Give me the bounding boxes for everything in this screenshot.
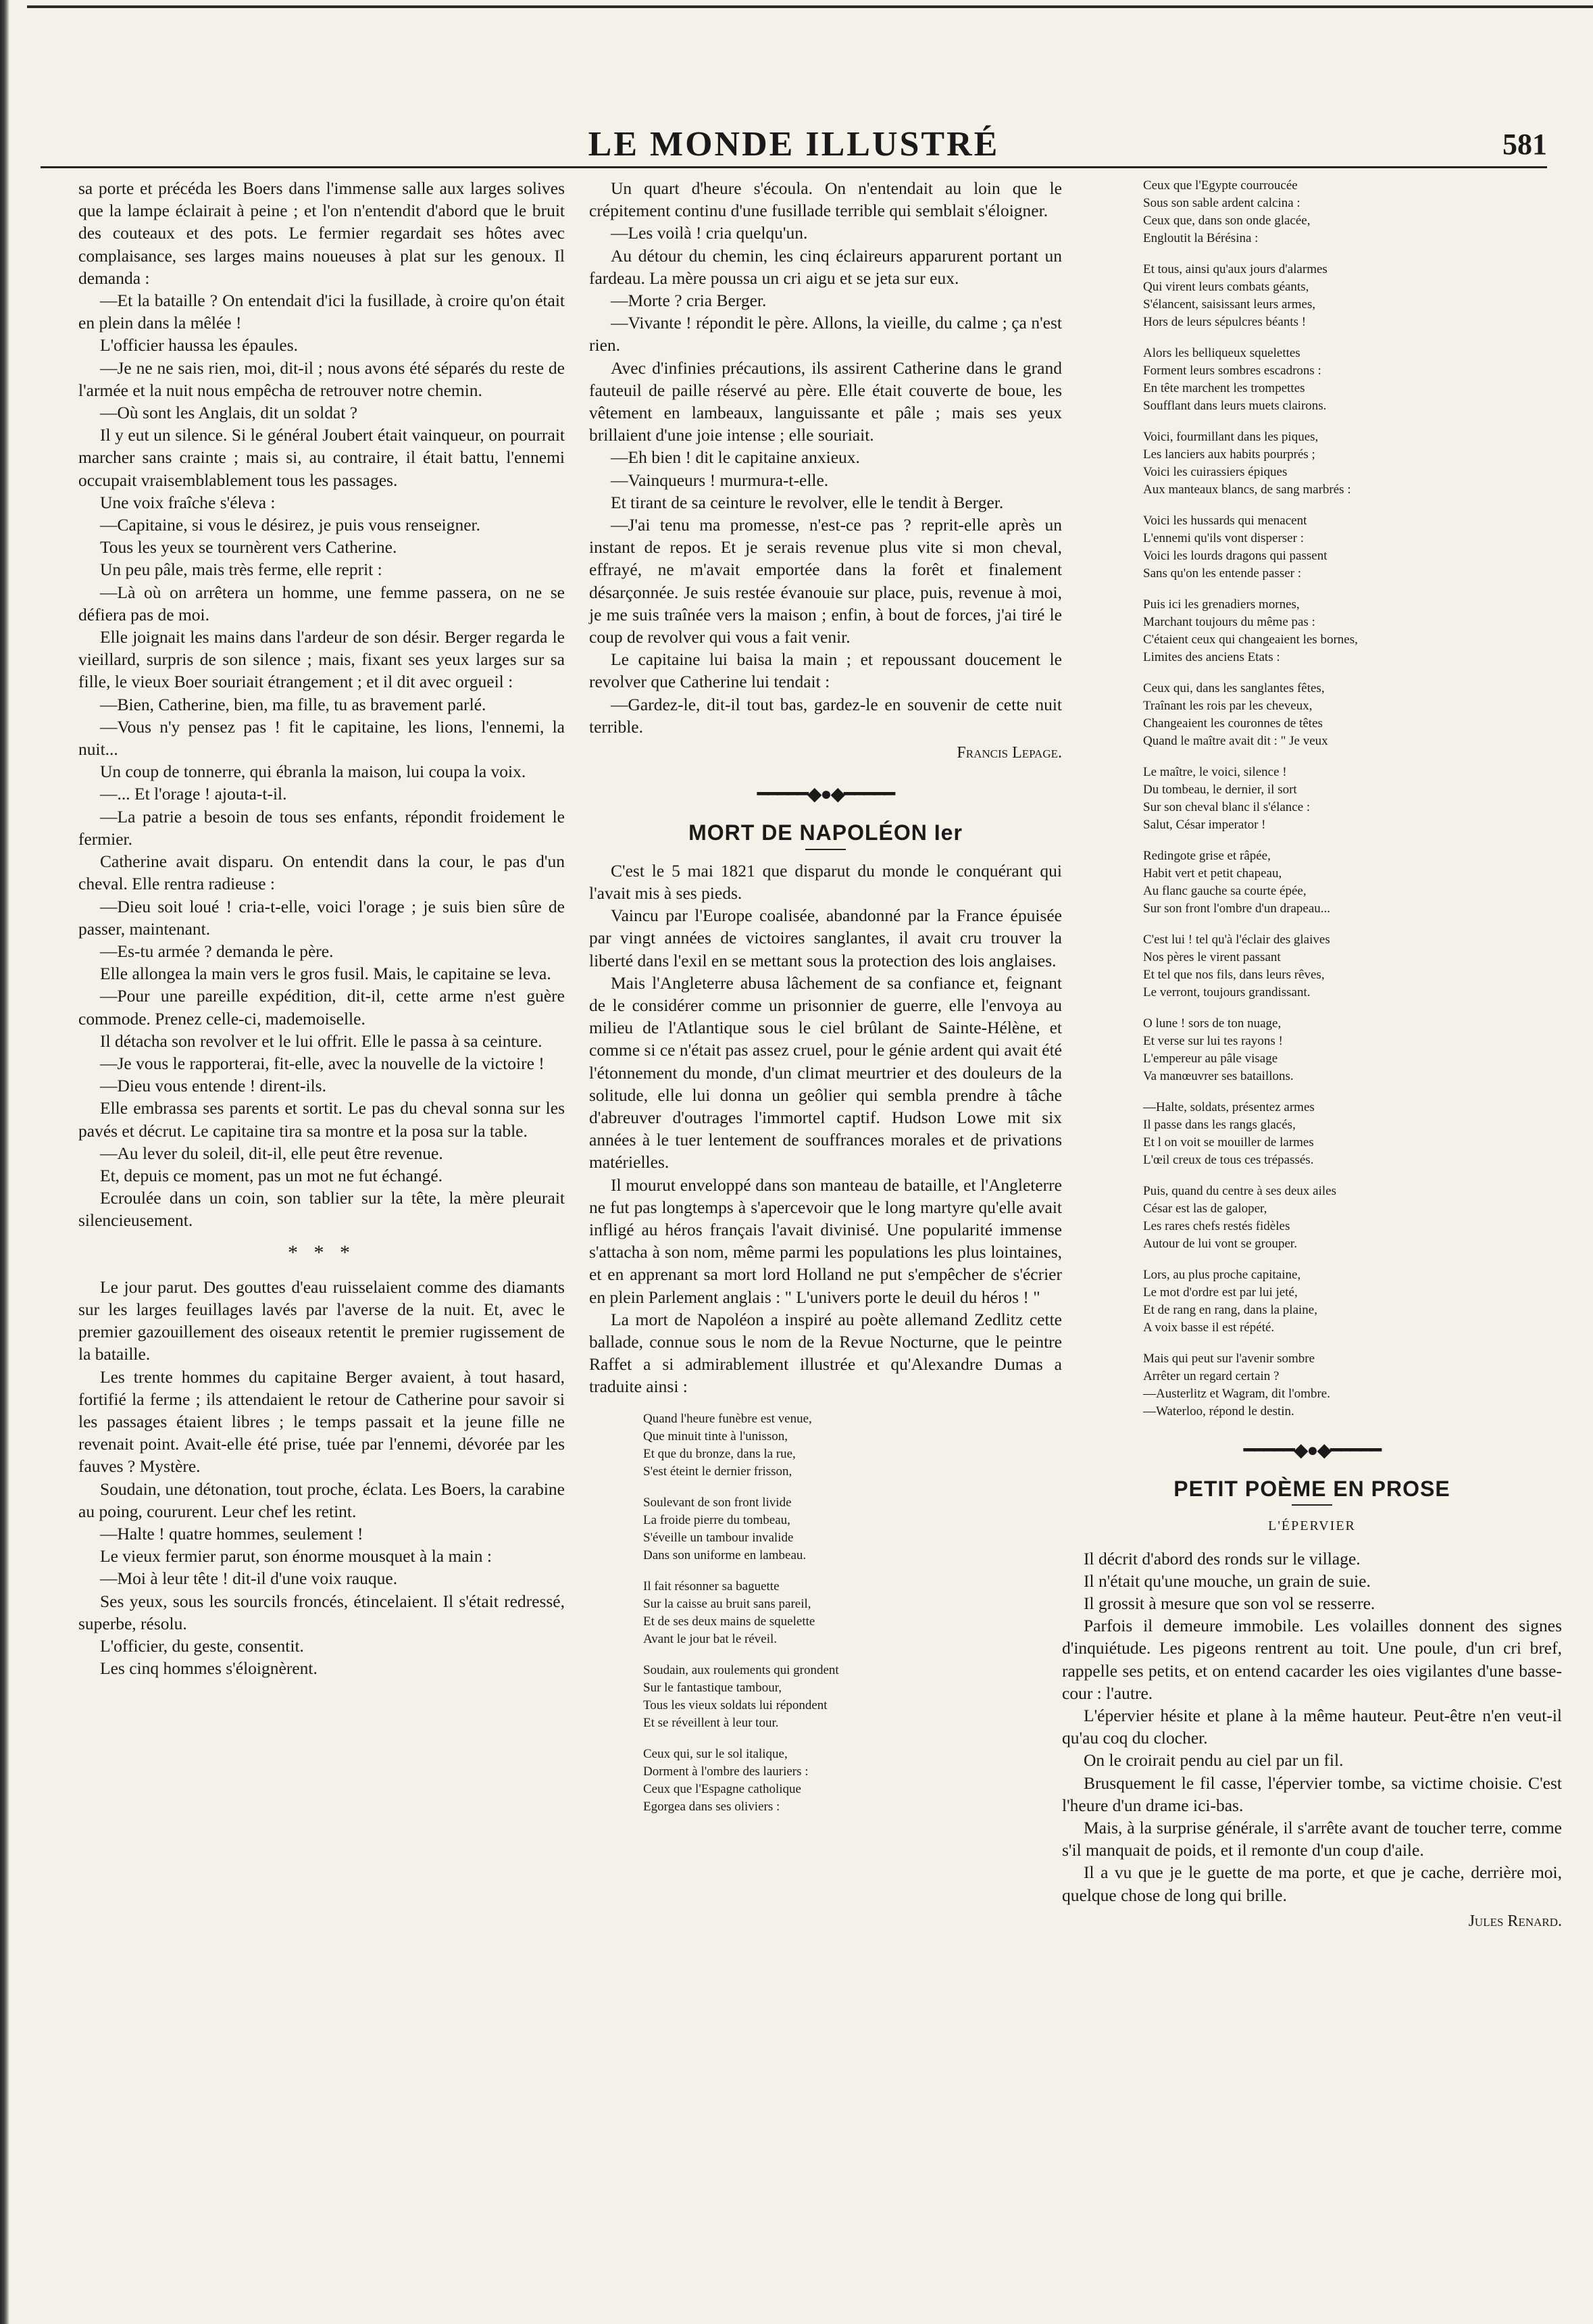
stanza — [1143, 1183, 1562, 1253]
paragraph: Le capitaine lui baisa la main ; et repoussant doucement le revolver que Catherine lui tendait : — [589, 649, 1062, 692]
paragraph: —Moi à leur tête ! dit-il d'une voix rauque. — [100, 1568, 398, 1589]
paragraph: Catherine avait disparu. On entendit dans la cour, le pas d'un cheval. Elle rentra radieuse : — [78, 851, 565, 894]
verse-line: Du tombeau, le dernier, il sort — [1143, 783, 1297, 797]
paragraph: Elle embrassa ses parents et sortit. Le pas du cheval sonna sur les pavés et décrut. Le capitaine tira sa montre et la posa sur la table. — [78, 1098, 565, 1141]
stanza — [643, 1578, 1062, 1648]
prose-poem — [1062, 1548, 1562, 1906]
verse-line: Engloutit la Bérésina : — [1143, 231, 1259, 245]
binding-spine — [0, 0, 9, 2324]
verse-line: Marchant toujours du même pas : — [1143, 615, 1315, 629]
paragraph: Le vieux fermier parut, son énorme mousquet à la main : — [100, 1546, 492, 1566]
paragraph: Il décrit d'abord des ronds sur le village. — [1084, 1548, 1361, 1568]
author-signature: Jules Renard. — [1468, 1912, 1562, 1930]
masthead: LE MONDE ILLUSTRÉ — [588, 125, 1000, 164]
stanza — [643, 1662, 1062, 1732]
verse-line: Sur son front l'ombre d'un drapeau... — [1143, 901, 1331, 916]
stanza — [1143, 596, 1562, 666]
page-header — [41, 120, 1547, 168]
stanza — [1143, 1350, 1562, 1420]
stanza — [1143, 847, 1562, 918]
paragraph: —Vainqueurs ! murmura-t-elle. — [611, 470, 829, 490]
paragraph: —Dieu vous entende ! dirent-ils. — [100, 1076, 326, 1096]
verse-line: Le maître, le voici, silence ! — [1143, 765, 1287, 779]
verse-line: Alors les belliqueux squelettes — [1143, 346, 1300, 360]
verse-line: Sur la caisse au bruit sans pareil, — [643, 1596, 811, 1611]
paragraph: —La patrie a besoin de tous ses enfants, répondit froidement le fermier. — [78, 806, 565, 849]
poem-subtitle: L'ÉPERVIER — [1268, 1518, 1356, 1534]
verse-line: César est las de galoper, — [1143, 1202, 1267, 1216]
verse-line: Limites des anciens Etats : — [1143, 650, 1280, 664]
stanza — [643, 1410, 1062, 1481]
verse-line: C'est lui ! tel qu'à l'éclair des glaives — [1143, 933, 1330, 947]
paragraph: Un peu pâle, mais très ferme, elle reprit : — [100, 560, 382, 580]
paragraph: —Morte ? cria Berger. — [611, 291, 767, 311]
paragraph: Elle joignait les mains dans l'ardeur de son désir. Berger regarda le vieillard, surpris de son silence ; mais, fixant ses yeux larges sur sa fille, le vieux Boer souriait étrangement ; et il dit avec orgueil : — [78, 627, 565, 692]
paragraph: —Pour une pareille expédition, dit-il, cette arme n'est guère commode. Prenez celle-ci, mademoiselle. — [78, 986, 565, 1029]
verse-line: Et que du bronze, dans la rue, — [643, 1446, 796, 1461]
stanza — [643, 1494, 1062, 1564]
verse-line: Ceux qui, sur le sol italique, — [643, 1746, 788, 1761]
stanza — [1143, 1099, 1562, 1169]
paragraph: Et, depuis ce moment, pas un mot ne fut échangé. — [100, 1165, 443, 1185]
paragraph: —Vivante ! répondit le père. Allons, la vieille, du calme ; ça n'est rien. — [589, 313, 1062, 355]
story-continued-part2 — [78, 1276, 565, 1680]
verse-line: Quand le maître avait dit : " Je veux — [1143, 734, 1328, 748]
ballad-verse — [643, 1410, 1062, 1816]
paragraph: —Les voilà ! cria quelqu'un. — [611, 223, 808, 243]
verse-line: Egorgea dans ses oliviers : — [643, 1799, 780, 1814]
paragraph: Il grossit à mesure que son vol se resserre. — [1084, 1593, 1375, 1614]
verse-line: Et se réveillent à leur tour. — [643, 1715, 779, 1730]
page-number: 581 — [1502, 128, 1547, 161]
verse-line: Puis ici les grenadiers mornes, — [1143, 597, 1300, 612]
column-2 — [589, 177, 1062, 1829]
verse-line: Quand l'heure funèbre est venue, — [643, 1411, 812, 1426]
stanza — [1143, 345, 1562, 415]
verse-line: Soudain, aux roulements qui grondent — [643, 1662, 839, 1677]
verse-line: A voix basse il est répété. — [1143, 1320, 1275, 1335]
verse-line: S'éveille un tambour invalide — [643, 1530, 794, 1545]
verse-line: Avant le jour bat le réveil. — [643, 1631, 778, 1646]
column-1 — [78, 177, 565, 1679]
paragraph: —Vous n'y pensez pas ! fit le capitaine, les lions, l'ennemi, la nuit... — [78, 716, 565, 760]
verse-line: Et tel que nos fils, dans leurs rêves, — [1143, 968, 1325, 982]
verse-line: Soufflant dans leurs muets clairons. — [1143, 399, 1327, 413]
paragraph: —Es-tu armée ? demanda le père. — [100, 941, 334, 961]
verse-line: Forment leurs sombres escadrons : — [1143, 364, 1321, 378]
verse-line: L'ennemi qu'ils vont disperser : — [1143, 531, 1304, 545]
paragraph: Vaincu par l'Europe coalisée, abandonné par la France épuisée par vingt années de victoires sanglantes, il avait cru trouver la liberté dans l'exil en se mettant sous la protection des lois anglaises. — [589, 906, 1062, 970]
verse-line: C'étaient ceux qui changeaient les bornes, — [1143, 633, 1358, 647]
paragraph: —Où sont les Anglais, dit un soldat ? — [100, 403, 358, 423]
paragraph: sa porte et précéda les Boers dans l'immense salle aux larges solives que la lampe éclairait à peine ; et l'on n'entendit d'abord que le bruit des couteaux et des pots. Le fermier regardait ses hôtes avec complaisance, ses larges mains noueuses à plat sur les genoux. Il demanda : — [78, 178, 565, 288]
verse-line: Les rares chefs restés fidèles — [1143, 1219, 1290, 1233]
paragraph: —Capitaine, si vous le désirez, je puis vous renseigner. — [100, 515, 481, 535]
verse-line: Soulevant de son front livide — [643, 1495, 792, 1510]
verse-line: Lors, au plus proche capitaine, — [1143, 1268, 1301, 1282]
verse-line: Puis, quand du centre à ses deux ailes — [1143, 1184, 1336, 1198]
verse-line: Ceux que l'Espagne catholique — [643, 1781, 801, 1796]
paragraph: —Gardez-le, dit-il tout bas, gardez-le en souvenir de cette nuit terrible. — [589, 694, 1062, 737]
verse-line: Et de rang en rang, dans la plaine, — [1143, 1303, 1317, 1317]
paragraph: Mais l'Angleterre abusa lâchement de sa confiance et, feignant de le considérer comme un prisonnier de guerre, elle l'envoya au milieu de l'Atlantique sous le ciel brûlant de Sainte-Hélène, et comme si ce n'était pas assez cruel, pour le génie ardent qui avait été l'étonnement du monde, d'un climat meurtrier et des douleurs de la solitude, elle lui donna un geôlier qui sembla prendre à tâche d'abreuver d'outrages l'immortel captif. Hudson Lowe mit six années à le tuer lentement de souffrances morales et de privations matérielles. — [589, 972, 1062, 1172]
paragraph: —Je vous le rapporterai, fit-elle, avec la nouvelle de la victoire ! — [100, 1053, 545, 1073]
stanza — [1143, 931, 1562, 1002]
verse-line: Et tous, ainsi qu'aux jours d'alarmes — [1143, 262, 1328, 276]
paragraph: Soudain, une détonation, tout proche, éclata. Les Boers, la carabine au poing, coururent. Leur chef les retint. — [78, 1479, 565, 1521]
verse-line: Aux manteaux blancs, de sang marbrés : — [1143, 483, 1351, 497]
verse-line: Qui virent leurs combats géants, — [1143, 280, 1309, 294]
verse-line: Autour de lui vont se grouper. — [1143, 1237, 1297, 1251]
paragraph: —Dieu soit loué ! cria-t-elle, voici l'orage ; je suis bien sûre de passer, maintenant. — [78, 896, 565, 939]
verse-line: Il fait résonner sa baguette — [643, 1579, 780, 1593]
stanza — [1143, 680, 1562, 750]
paragraph: On le croirait pendu au ciel par un fil. — [1084, 1750, 1344, 1771]
verse-line: La froide pierre du tombeau, — [643, 1512, 790, 1527]
verse-line: En tête marchent les trompettes — [1143, 381, 1305, 395]
verse-line: Arrêter un regard certain ? — [1143, 1369, 1280, 1383]
stanza — [1143, 764, 1562, 834]
paragraph: Un quart d'heure s'écoula. On n'entendait au loin que le crépitement continu d'une fusillade terrible qui semblait s'éloigner. — [589, 178, 1062, 221]
verse-line: Changeaient les couronnes de têtes — [1143, 716, 1323, 731]
paragraph: Les trente hommes du capitaine Berger avaient, à tout hasard, fortifié la ferme ; ils attendaient le retour de Catherine pour savoir si les passages étaient libres ; le temps passait et la jeune fille ne revenait point. Avait-elle été prise, tuée par l'ennemi, dévorée par les fauves ? Mystère. — [78, 1366, 565, 1477]
paragraph: Le jour parut. Des gouttes d'eau ruisselaient comme des diamants sur les larges feuillages lavés par l'averse de la nuit. Et, avec le premier gazouillement des oiseaux retentit le premier rugissement de la bataille. — [78, 1277, 565, 1364]
title-rule — [805, 849, 846, 850]
paragraph: Ecroulée dans un coin, son tablier sur la tête, la mère pleurait silencieusement. — [78, 1188, 565, 1231]
paragraph: Parfois il demeure immobile. Les volailles donnent des signes d'inquiétude. Les pigeons rentrent au toit. Une poule, d'un cri bref, rappelle ses petits, et on entend cacarder les oies vigilantes d'une basse-cour : l'autre. — [1062, 1616, 1562, 1703]
verse-line: Dans son uniforme en lambeau. — [643, 1548, 807, 1562]
paragraph: Il mourut enveloppé dans son manteau de bataille, et l'Angleterre ne fut pas longtemps à s'apercevoir que le long martyre qu'elle avait infligé au héros français l'avait divinisé. Une popularité immense s'attacha à son nom, même parmi les populations les plus lointaines, et en apprenant sa mort lord Holland ne put s'empêcher de s'écrier en plein Parlement anglais : " L'univers porte le deuil du héros ! " — [589, 1175, 1062, 1307]
verse-line: Voici les cuirassiers épiques — [1143, 465, 1288, 479]
paragraph: Les cinq hommes s'éloignèrent. — [100, 1658, 318, 1679]
paragraph: Un coup de tonnerre, qui ébranla la maison, lui coupa la voix. — [100, 762, 526, 782]
verse-line: Redingote grise et râpée, — [1143, 849, 1271, 863]
paragraph: Il y eut un silence. Si le général Joubert était vainqueur, on pourrait marcher sans crainte ; mais si, au contraire, il était battu, l'ennemi occupait vraisemblablement tous les passages. — [78, 425, 565, 490]
paragraph: Une voix fraîche s'éleva : — [100, 492, 276, 512]
author-signature: Francis Lepage. — [957, 744, 1062, 762]
verse-line: L'œil creux de tous ces trépassés. — [1143, 1153, 1314, 1167]
verse-line: Salut, César imperator ! — [1143, 818, 1266, 832]
verse-line: Et verse sur lui tes rayons ! — [1143, 1034, 1283, 1048]
verse-line: Nos pères le virent passant — [1143, 950, 1281, 964]
verse-line: Ceux que, dans son onde glacée, — [1143, 214, 1311, 228]
paragraph: L'officier haussa les épaules. — [100, 335, 299, 355]
verse-line: S'élancent, saisissant leurs armes, — [1143, 297, 1316, 312]
verse-line: Va manœuvrer ses bataillons. — [1143, 1069, 1294, 1083]
paragraph: —Là où on arrêtera un homme, une femme passera, on ne se défiera pas de moi. — [78, 582, 565, 624]
stanza — [643, 1746, 1062, 1816]
top-border — [27, 5, 1593, 8]
verse-line: —Austerlitz et Wagram, dit l'ombre. — [1143, 1387, 1330, 1401]
paragraph: Mais, à la surprise générale, il s'arrête avant de toucher terre, comme s'il manquait de poids, et il remonte d'un coup d'aile. — [1062, 1818, 1562, 1860]
poem-title: PETIT POÈME EN PROSE — [1173, 1477, 1450, 1502]
verse-line: Hors de leurs sépulcres béants ! — [1143, 315, 1307, 329]
verse-line: S'est éteint le dernier frisson, — [643, 1464, 792, 1479]
paragraph: —... Et l'orage ! ajouta-t-il. — [100, 784, 287, 804]
verse-line: Sur le fantastique tambour, — [643, 1680, 782, 1695]
paragraph: —Et la bataille ? On entendait d'ici la fusillade, à croire qu'on était en plein dans la mêlée ! — [78, 291, 565, 333]
paragraph: Il détacha son revolver et le lui offrit. Elle le passa à sa ceinture. — [100, 1031, 542, 1051]
verse-line: Sous son sable ardent calcina : — [1143, 196, 1300, 210]
paragraph: —Halte ! quatre hommes, seulement ! — [100, 1523, 363, 1543]
verse-line: Voici les lourds dragons qui passent — [1143, 549, 1328, 563]
verse-line: Mais qui peut sur l'avenir sombre — [1143, 1352, 1315, 1366]
stanza — [1143, 177, 1562, 247]
stanza — [1143, 261, 1562, 331]
story-continued-part1 — [78, 177, 565, 1232]
paragraph: Brusquement le fil casse, l'épervier tombe, sa victime choisie. C'est l'heure d'un drame ici-bas. — [1062, 1773, 1562, 1815]
verse-line: Ceux qui, dans les sanglantes fêtes, — [1143, 681, 1325, 695]
paragraph: Ses yeux, sous les sourcils froncés, étincelaient. Il s'était redressé, superbe, résolu. — [78, 1591, 565, 1633]
paragraph: —J'ai tenu ma promesse, n'est-ce pas ? reprit-elle après un instant de repos. Et je serais revenue plus vite si mon cheval, effrayé, ne m'avait emportée dans la forêt et finalement désarçonnée. Je suis restée évanouie sur place, puis, revenue à moi, je me suis traînée vers la maison ; enfin, à bout de forces, j'ai tiré le coup de revolver qui vous a fait venir. — [589, 515, 1062, 647]
napoleon-article — [589, 860, 1062, 1398]
paragraph: C'est le 5 mai 1821 que disparut du monde le conquérant qui l'avait mis à ses pieds. — [589, 860, 1062, 903]
stanza — [1143, 428, 1562, 499]
stanza — [1143, 1015, 1562, 1085]
paragraph: —Je ne ne sais rien, moi, dit-il ; nous avons été séparés du reste de l'armée et la nuit nous empêcha de retrouver notre chemin. — [78, 357, 565, 400]
stanza — [1143, 1266, 1562, 1337]
verse-line: Dorment à l'ombre des lauriers : — [643, 1764, 809, 1779]
paragraph: Au détour du chemin, les cinq éclaireurs apparurent portant un fardeau. La mère poussa un cri aigu et se jeta sur eux. — [589, 245, 1062, 288]
paragraph: Et tirant de sa ceinture le revolver, elle le tendit à Berger. — [611, 492, 1004, 512]
verse-line: Au flanc gauche sa courte épée, — [1143, 884, 1307, 898]
verse-line: Voici, fourmillant dans les piques, — [1143, 430, 1319, 444]
article-title: MORT DE NAPOLÉON Ier — [688, 820, 963, 845]
verse-line: Voici les hussards qui menacent — [1143, 514, 1307, 528]
verse-line: O lune ! sors de ton nuage, — [1143, 1016, 1282, 1031]
verse-line: Le mot d'ordre est par lui jeté, — [1143, 1285, 1298, 1300]
paragraph: Avec d'infinies précautions, ils assirent Catherine dans le grand fauteuil de paille réservé au père. Elle était couverte de boue, les vêtement en lambeaux, languissante et pâle ; mais ses yeux brillaient d'une joie intense ; elle souriait. — [589, 357, 1062, 445]
story-conclusion — [589, 177, 1062, 738]
paragraph: —Au lever du soleil, dit-il, elle peut être revenue. — [100, 1143, 443, 1163]
paragraph: Elle allongea la main vers le gros fusil. Mais, le capitaine se leva. — [100, 964, 551, 984]
paragraph: —Eh bien ! dit le capitaine anxieux. — [611, 447, 860, 468]
verse-line: Tous les vieux soldats lui répondent — [643, 1698, 828, 1712]
verse-line: Que minuit tinte à l'unisson, — [643, 1429, 788, 1443]
verse-line: L'empereur au pâle visage — [1143, 1052, 1278, 1066]
verse-line: Habit vert et petit chapeau, — [1143, 866, 1282, 881]
stanza — [1143, 512, 1562, 583]
paragraph: L'officier, du geste, consentit. — [100, 1636, 304, 1656]
verse-line: —Halte, soldats, présentez armes — [1143, 1100, 1315, 1114]
verse-line: Les lanciers aux habits pourprés ; — [1143, 447, 1315, 462]
verse-line: Et de ses deux mains de squelette — [643, 1614, 815, 1629]
paragraph: Il n'était qu'une mouche, un grain de suie. — [1084, 1571, 1371, 1591]
divider-ornament: ━━━━━◆●◆━━━━━ — [757, 784, 894, 806]
paragraph: La mort de Napoléon a inspiré au poète allemand Zedlitz cette ballade, connue sous le nom de la Revue Nocturne, que le peintre Raffet a si admirablement illustrée et qu'Alexandre Dumas a traduite ainsi : — [589, 1309, 1062, 1397]
verse-line: Sur son cheval blanc il s'élance : — [1143, 800, 1311, 814]
column-3 — [1062, 177, 1562, 1933]
paragraph: L'épervier hésite et plane à la même hauteur. Peut-être n'en veut-il qu'au coq du clocher. — [1062, 1706, 1562, 1748]
section-stars: * * * — [288, 1241, 355, 1264]
verse-line: Le verront, toujours grandissant. — [1143, 985, 1311, 999]
verse-line: Traînant les rois par les cheveux, — [1143, 699, 1313, 713]
ballad-verse-continued — [1143, 177, 1562, 1420]
paragraph: Il a vu que je le guette de ma porte, et que je cache, derrière moi, quelque chose de long qui brille. — [1062, 1862, 1562, 1905]
verse-line: Ceux que l'Egypte courroucée — [1143, 178, 1298, 193]
divider-ornament: ━━━━━◆●◆━━━━━ — [1243, 1440, 1381, 1461]
header-rule — [41, 166, 1547, 168]
verse-line: Et l on voit se mouiller de larmes — [1143, 1135, 1314, 1149]
verse-line: Il passe dans les rangs glacés, — [1143, 1118, 1296, 1132]
verse-line: Sans qu'on les entende passer : — [1143, 566, 1302, 580]
paragraph: Tous les yeux se tournèrent vers Catherine. — [100, 537, 397, 558]
paragraph: —Bien, Catherine, bien, ma fille, tu as bravement parlé. — [100, 694, 486, 714]
verse-line: —Waterloo, répond le destin. — [1143, 1404, 1294, 1418]
title-rule — [1292, 1504, 1332, 1506]
